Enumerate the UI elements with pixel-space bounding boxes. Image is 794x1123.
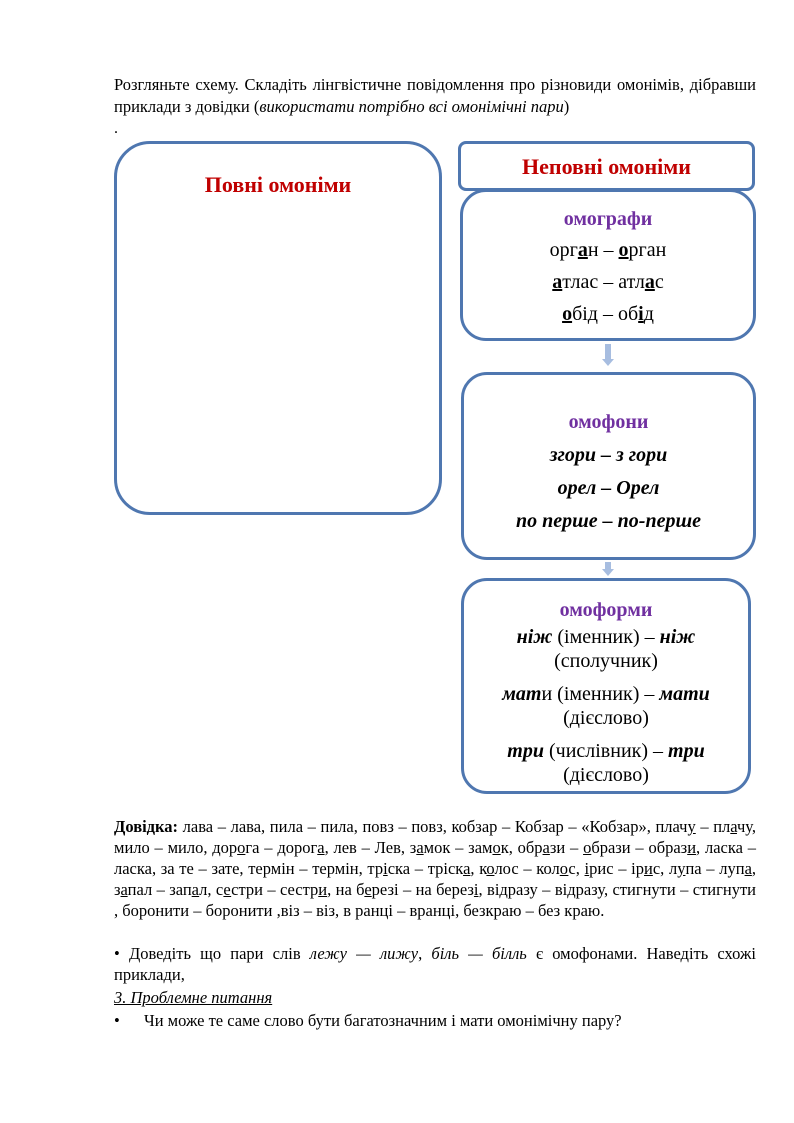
homoform-pair xyxy=(464,682,748,730)
reference-label: Довідка: xyxy=(114,817,179,836)
homoforms-box xyxy=(461,578,751,794)
stress-letter: а xyxy=(744,859,752,878)
reference-text: , з xyxy=(114,859,757,899)
stress-letter: и xyxy=(318,880,328,899)
homoform-word-b: мати xyxy=(659,683,710,705)
homographs-box xyxy=(460,189,756,341)
homoform-pos-a: (числівник) – xyxy=(543,740,669,762)
task-bullet xyxy=(114,943,756,985)
word-part: н – xyxy=(587,239,619,261)
partial-homonyms-title: Неповні омоніми xyxy=(522,154,691,179)
reference-text: мок – зам xyxy=(423,838,493,857)
homoform-word-a: мат xyxy=(502,683,542,705)
bullet-icon: • xyxy=(114,1011,120,1030)
stress-letter: и xyxy=(687,838,697,857)
reference-text: лос – кол xyxy=(494,859,560,878)
stress-letter: а xyxy=(577,239,588,261)
homophones-title: омофони xyxy=(568,411,649,433)
reference-text: , відразу – відразу, стигнути – стигнути , боронити – боронити ,віз – віз, в ранці – вранці, безкраю – без краю. xyxy=(114,880,756,920)
reference-text: , ласка – ласка, за те – зате, термін – термін, тр xyxy=(114,838,756,878)
homoform-word-b: ніж xyxy=(659,626,696,648)
reference-text: пал – зап xyxy=(127,880,192,899)
reference-text: , к xyxy=(470,859,487,878)
stress-letter: е xyxy=(364,880,372,899)
intro-italic: використати потрібно всі омонімічні пари xyxy=(259,97,564,116)
stress-letter: а xyxy=(542,838,550,857)
homoform-pos-a: (іменник) – xyxy=(552,683,660,705)
reference-text: л, с xyxy=(199,880,224,899)
stress-letter: о xyxy=(237,838,246,857)
word-part: рган xyxy=(628,239,667,261)
homograph-pair xyxy=(463,234,753,266)
homophone-pair: згори – з гори xyxy=(549,444,668,466)
intro-text: Розгляньте схему. Складіть лінгвістичне повідомлення про різновиди омонімів, дібравши приклади з довідки ( xyxy=(114,75,756,116)
homograph-pair xyxy=(463,298,753,330)
stress-letter: а xyxy=(644,271,655,293)
stress-letter: і xyxy=(584,859,590,878)
stress-letter: а xyxy=(416,838,424,857)
reference-text: резі – на берез xyxy=(371,880,474,899)
stress-letter: у xyxy=(677,859,686,878)
reference-text: лава – лава, пила – пила, повз – повз, кобзар – Кобзар – «Кобзар», плач xyxy=(178,817,688,836)
reference-text: с, л xyxy=(652,859,678,878)
stress-letter: а xyxy=(120,880,128,899)
stress-letter: а xyxy=(317,838,325,857)
homoform-pair xyxy=(464,625,748,673)
homophones-box xyxy=(461,372,756,560)
homophone-pair: по перше – по-перше xyxy=(516,510,701,532)
reference-text: , лев – Лев, з xyxy=(324,838,417,857)
word-part: бід – об xyxy=(572,303,639,325)
partial-homonyms-header xyxy=(458,141,755,191)
task-text: Доведіть що пари слів xyxy=(119,944,310,963)
reference-text: брази – образ xyxy=(591,838,688,857)
reference-text: , на б xyxy=(327,880,365,899)
homophone-pair: орел – Орел xyxy=(557,477,660,499)
homographs-title: омографи xyxy=(563,208,653,230)
homoform-word-a: три xyxy=(507,740,544,762)
stress-letter: у xyxy=(687,817,696,836)
homoform-pos-a: (іменник) – xyxy=(552,626,660,648)
reference-text: с, xyxy=(568,859,585,878)
intro-paragraph xyxy=(114,74,756,118)
homoform-word-a: ніж xyxy=(516,626,553,648)
stress-letter: и xyxy=(644,859,653,878)
word-part: д xyxy=(643,303,654,325)
reference-text: па – луп xyxy=(685,859,745,878)
stress-letter: о xyxy=(618,239,629,261)
reference-text: га – дорог xyxy=(245,838,318,857)
down-arrow-icon xyxy=(605,562,611,570)
reference-text: к, обр xyxy=(500,838,543,857)
reference-text: – пл xyxy=(695,817,731,836)
down-arrow-icon xyxy=(605,344,611,360)
stress-letter: а xyxy=(463,859,471,878)
intro-close: ) xyxy=(563,97,570,116)
task-example: лежу — лижу xyxy=(309,944,419,963)
stress-letter: і xyxy=(473,880,479,899)
stress-letter: е xyxy=(223,880,232,899)
word-part: с xyxy=(654,271,664,293)
reference-text: ска – тріск xyxy=(387,859,464,878)
word-part: тлас – атл xyxy=(562,271,645,293)
stray-dot: . xyxy=(114,120,118,137)
task-text: , xyxy=(418,944,432,963)
stress-letter: о xyxy=(559,859,569,878)
reference-text: чу, мило – мило, дор xyxy=(114,817,756,857)
bullet-icon: • xyxy=(114,944,120,963)
reference-text: стри – сестр xyxy=(231,880,319,899)
stress-letter: о xyxy=(492,838,501,857)
homoform-pos-b: (дієслово) xyxy=(563,764,649,786)
question-text: Чи може те саме слово бути багатозначним і мати омонімічну пару? xyxy=(144,1011,622,1030)
stress-letter: о xyxy=(562,303,573,325)
homoform-pair xyxy=(464,739,748,787)
homoform-word-a-rest: и xyxy=(541,683,553,705)
homoforms-title: омоформи xyxy=(559,599,653,621)
reference-text: рис – ір xyxy=(589,859,644,878)
stress-letter: о xyxy=(583,838,592,857)
reference-paragraph xyxy=(114,816,756,921)
question-bullet xyxy=(114,1011,622,1031)
stress-letter: а xyxy=(191,880,200,899)
homoform-word-b: три xyxy=(668,740,705,762)
stress-letter: і xyxy=(638,303,644,325)
task-text: є омофонами. Наведіть схожі приклади, xyxy=(114,944,756,984)
stress-letter: а xyxy=(730,817,737,836)
problem-heading: 3. Проблемне питання xyxy=(114,988,273,1007)
task-example: біль — білль xyxy=(431,944,527,963)
stress-letter: о xyxy=(486,859,495,878)
homoform-pos-b: (сполучник) xyxy=(554,650,658,672)
homograph-pair xyxy=(463,266,753,298)
homoform-pos-b: (дієслово) xyxy=(563,707,649,729)
full-homonyms-title: Повні омоніми xyxy=(204,172,352,197)
full-homonyms-box xyxy=(114,141,442,515)
reference-text: зи – xyxy=(549,838,584,857)
word-part: орг xyxy=(549,239,578,261)
stress-letter: і xyxy=(383,859,388,878)
stress-letter: а xyxy=(552,271,563,293)
